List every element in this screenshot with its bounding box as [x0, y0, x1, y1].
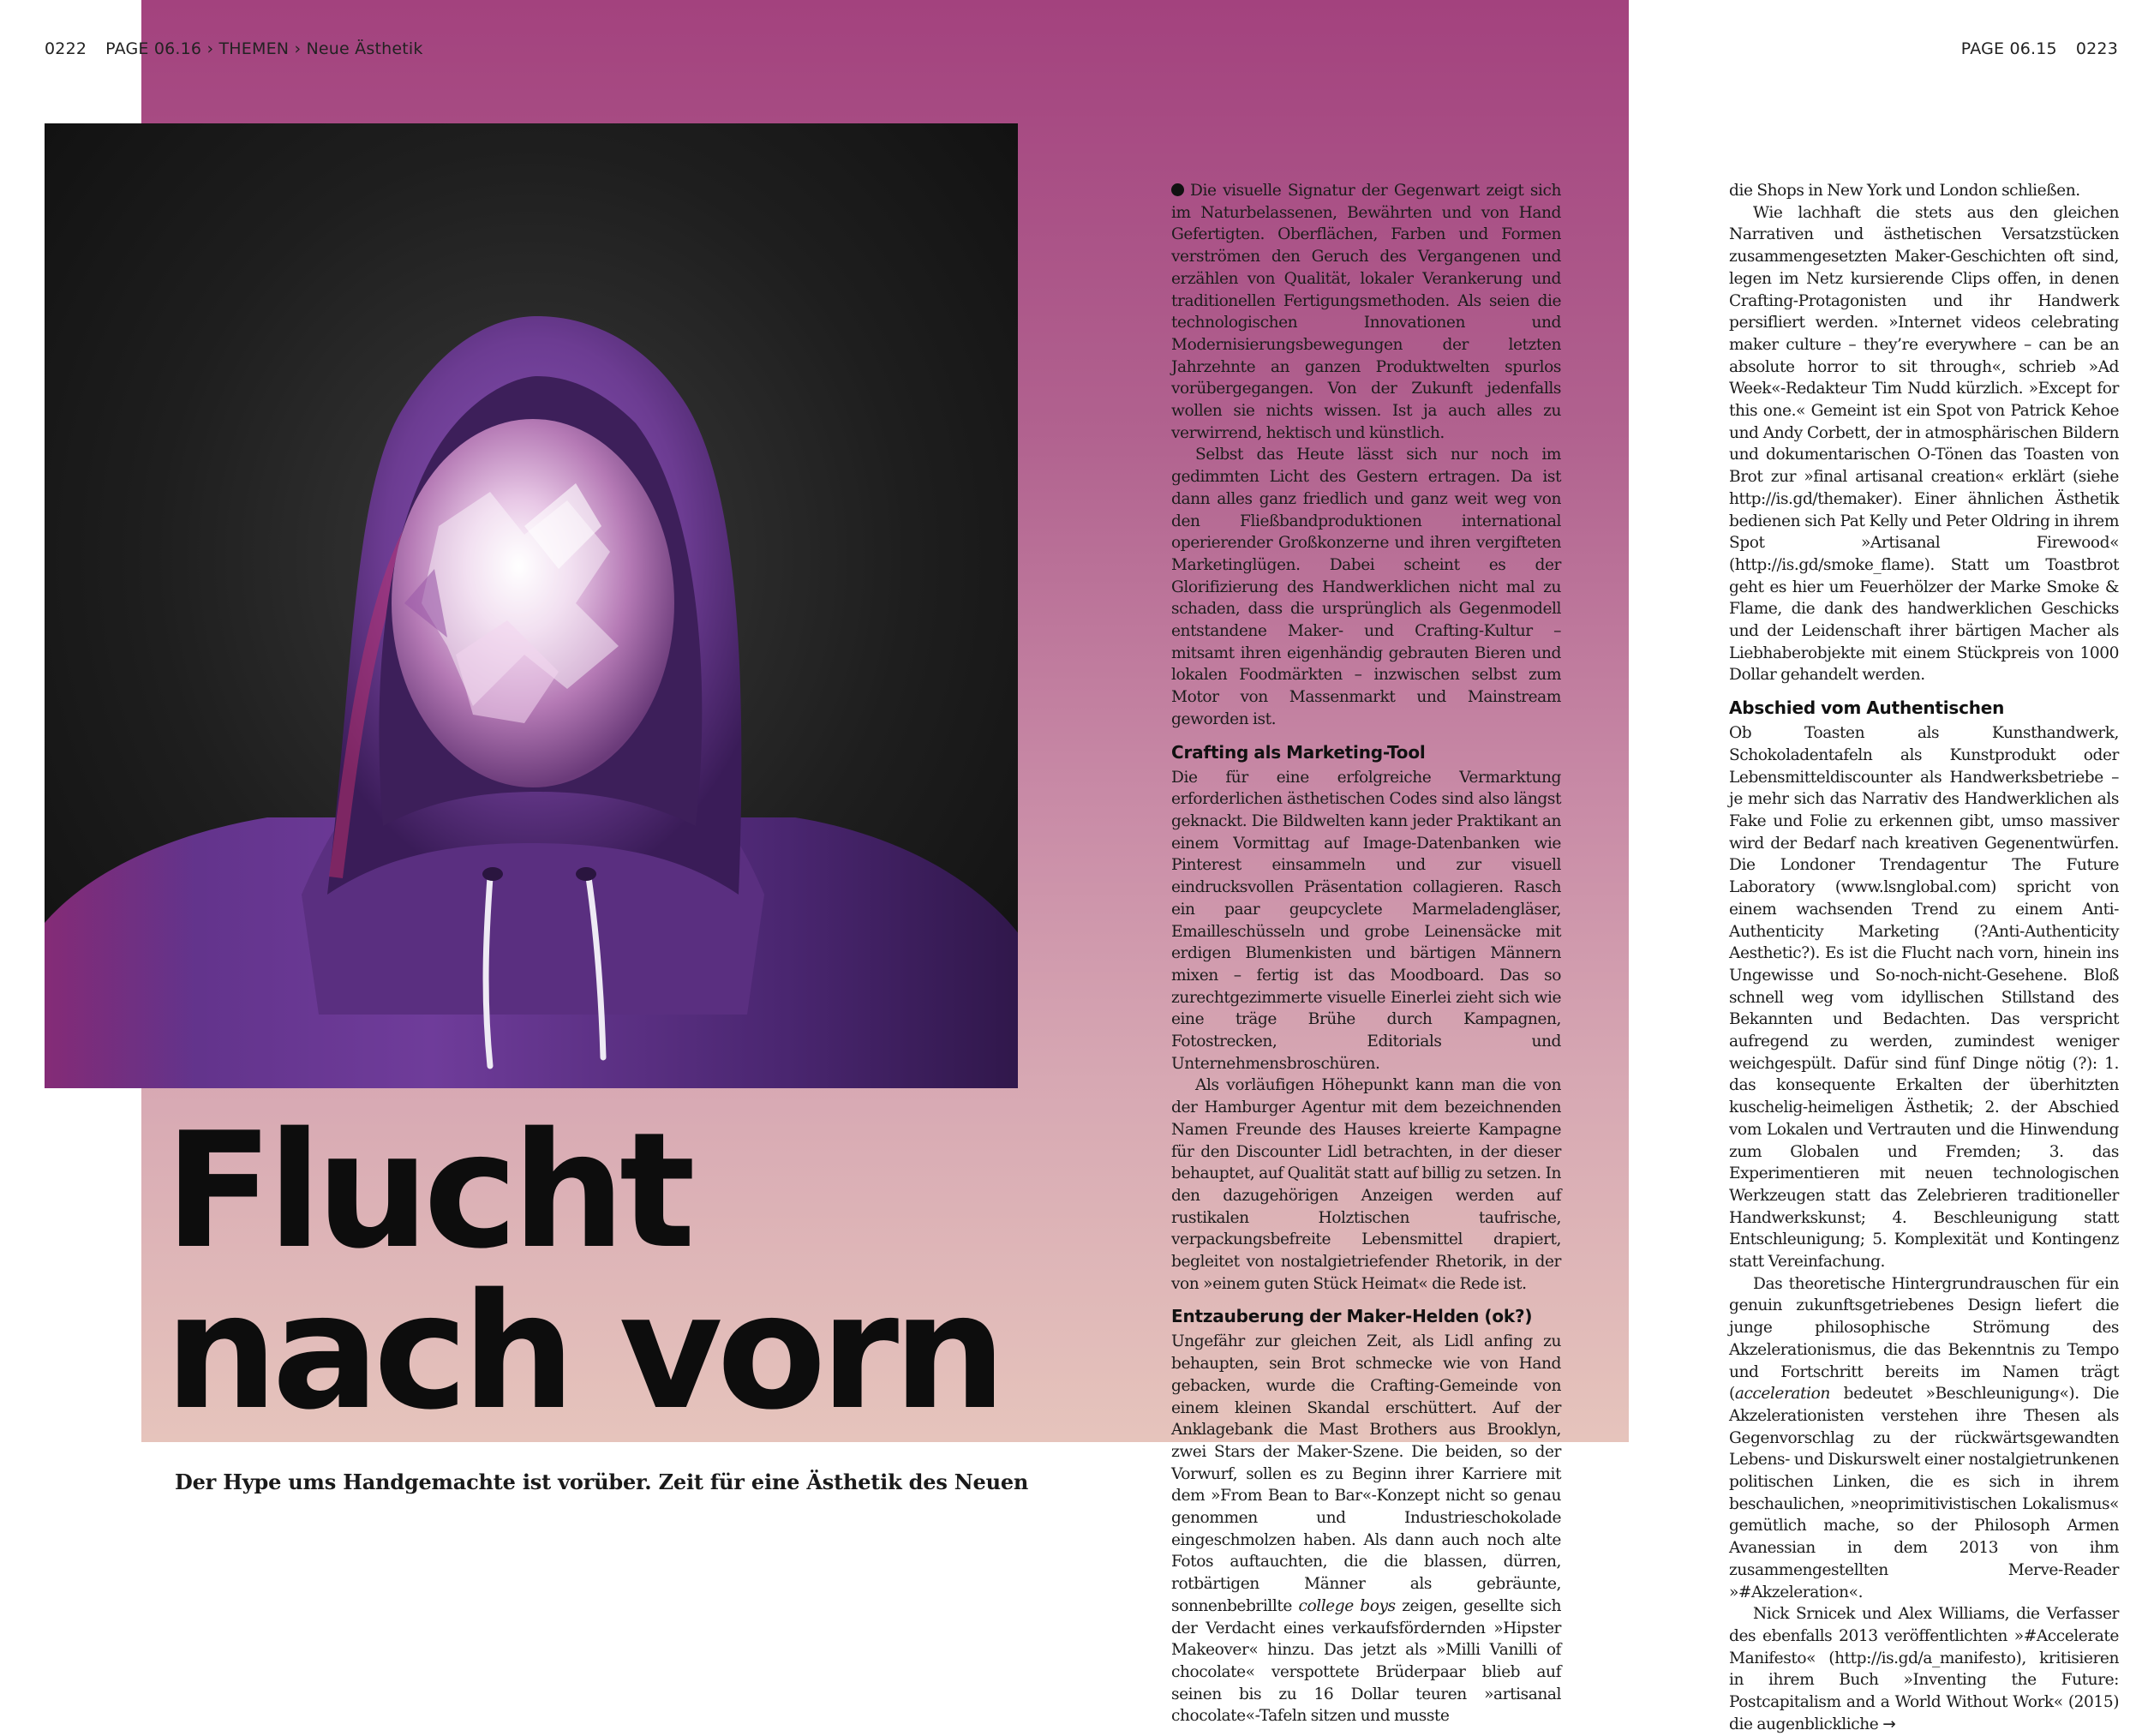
page-number-right: 0223	[2075, 39, 2118, 58]
paragraph: die Shops in New York und London schließen.	[1729, 182, 2080, 200]
article-headline	[165, 1098, 1001, 1445]
paragraph-intro	[1171, 180, 1561, 444]
text-column-2	[1729, 180, 2119, 1736]
paragraph: Die für eine erfolgreiche Vermarktung erforderlichen ästhetischen Codes sind also längst geknackt. Die Bildwelten kann jeder Praktikant an einem Vormittag auf Image-Datenbanken wie Pinterest einsammeln und zur visuell eindrucksvollen Präsentation collagieren. Rasch ein paar geupcyclete Marmeladengläser, Emailleschüsseln und grobe Leinensäcke mit erdigen Blumenkisten und bärtigen Männern mixen – fertig ist das Moodboard. Das so zurechtgezimmerte visuelle Einerlei zieht sich wie eine träge Brühe durch Kampagnen, Fotostrecken, Editorials und Unternehmensbroschüren.	[1171, 768, 1561, 1073]
paragraph: Selbst das Heute lässt sich nur noch im gedimmten Licht des Gestern ertragen. Da ist dann alles ganz friedlich und ganz weit weg von den Fließbandproduktionen international operierender Großkonzerne und ihren vergifteten Marketinglügen. Dabei scheint es der Glorifizierung des Handwerklichen nicht mal zu schaden, dass die ursprünglich als Gegenmodell entstandene Maker- und Crafting-Kultur – mitsamt ihren eigenhändig gebrauten Bieren und lokalen Foodmärkten – inzwischen selbst zum Motor von Massenmarkt und Mainstream geworden ist.	[1171, 446, 1561, 728]
section-breadcrumb-left: PAGE 06.16 › THEMEN › Neue Ästhetik	[105, 39, 423, 58]
folio-right	[1961, 39, 2118, 58]
headline-line-2: nach vorn	[165, 1259, 1001, 1445]
section-heading-entzauberung: Entzauberung der Maker-Helden (ok?)	[1171, 1306, 1533, 1327]
paragraph: Wie lachhaft die stets aus den gleichen Narrativen und ästhetischen Versatzstücken zusammengesetzten Maker-Geschichten oft sind, legen im Netz kursierende Clips offen, in denen Crafting-Protagonisten und ihr Handwerk persifliert werden. »Internet videos celebrating maker culture – they’re everywhere – can be an absolute horror to sit through«, schrieb »Ad Week«-Redakteur Tim Nudd kürzlich. »Except for this one.« Gemeint ist ein Spot von Patrick Kehoe und Andy Corbett, der in atmosphärischen Bildern und dokumentarischen O-Tönen das Toasten von Brot zur »final artisanal creation« erklärt (siehe http://is.gd/themaker). Einer ähnlichen Ästhetik bedienen sich Pat Kelly und Peter Oldring in ihrem Spot »Artisanal Firewood« (http://is.gd/smoke_flame). Statt um Toastbrot geht es hier um Feuerhölzer der Marke Smoke & Flame, die dank des handwerklichen Geschicks und der Leidenschaft ihrer bärtigen Macher als Liebhaberobjekte mit einem Stückpreis von 1000 Dollar gehandelt werden.	[1729, 203, 2119, 685]
paragraph-text: zeigen, gesellte sich der Verdacht eines verkaufsfördernden »Hipster Makeover« hinzu. Das jetzt als »Milli Vanilli of chocolate« verspottete Brüderpaar blieb auf seinen bis zu 16 Dollar teuren »artisanal chocolate«-Tafeln sitzen und musste	[1171, 1596, 1561, 1726]
section-heading-abschied: Abschied vom Authentischen	[1729, 697, 2005, 719]
continue-arrow-icon: →	[1882, 1715, 1896, 1733]
paragraph	[1729, 1603, 2119, 1735]
article-subheadline: Der Hype ums Handgemachte ist vorüber. Zeit für eine Ästhetik des Neuen	[175, 1470, 1029, 1494]
section-label-right: PAGE 06.15	[1960, 39, 2057, 58]
text-column-1	[1171, 180, 1561, 1727]
paragraph-text: bedeutet »Beschleunigung«). Die Akzelerationisten verstehen ihre Thesen als Gegenvorschlag zu der rückwärtsgewandten Lebens- und Diskurswelt einer nostalgietrunkenen politischen Linken, die es sich in ihrem beschaulichen, »neoprimitivistischen Lokalismus« gemütlich mache, so der Philosoph Armen Avanessian in dem 2013 von ihm zusammengestellten Merve-Reader »#Akzeleration«.	[1729, 1385, 2119, 1601]
hooded-figure-foil-mask-photo	[45, 123, 1018, 1088]
paragraph-text: Das theoretische Hintergrundrauschen für ein genuin zukunftsgetriebenes Design liefert die junge philosophische Strömung des Akzelerationismus, die das Bekenntnis zu Tempo und Fortschritt bereits im Namen trägt (	[1729, 1274, 2119, 1404]
paragraph	[1171, 1331, 1561, 1727]
paragraph-text: Nick Srnicek und Alex Williams, die Verfasser des ebenfalls 2013 veröffentlichten »#Accelerate Manifesto« (http://is.gd/a_manifesto), kritisieren in ihrem Buch »Inventing the Future: Postcapitalism and a World Without Work« (2015) die augenblickliche	[1729, 1605, 2119, 1733]
hero-photo	[45, 123, 1018, 1088]
paragraph: Ob Toasten als Kunsthandwerk, Schokoladentafeln als Kunstprodukt oder Lebensmitteldiscounter als Handwerksbetriebe – je mehr sich das Narrativ des Handwerklichen als Fake und Folie zu erkennen gibt, umso massiver wird der Bedarf nach kreativen Gegenentwürfen. Die Londoner Trendagentur The Future Laboratory (www.lsnglobal.com) spricht von einem wachsenden Trend zu einem Anti-Authenticity Marketing (?Anti-Authenticity Aesthetic?). Es ist die Flucht nach vorn, hinein ins Ungewisse und So-noch-nicht-Gesehene. Bloß schnell weg vom idyllischen Stillstand des Bekannten und Bedachten. Das verspricht aufregend zu werden, zumindest weniger weichgespült. Dafür sind fünf Dinge nötig (?): 1. das konsequente Erkalten der überhitzten kuschelig-heimeligen Ästhetik; 2. der Abschied vom Lokalen und Vertrauten und die Hinwendung zum Globalen und Fremden; 3. das Experimentieren mit neuen technologischen Werkzeugen statt das Zelebrieren traditioneller Handwerkskunst; 4. Beschleunigung statt Entschleunigung; 5. Komplexität und Kontingenz statt Vereinfachung.	[1729, 724, 2119, 1272]
paragraph-intro-text: Die visuelle Signatur der Gegenwart zeigt sich im Naturbelassenen, Bewährten und von Hand Gefertigten. Oberflächen, Farben und Formen verströmen den Geruch des Vergangenen und erzählen von Qualität, lokaler Verankerung und traditionellen Fertigungsmethoden. Als seien die technologischen Innovationen und Modernisierungsbewegungen der letzten Jahrzehnte an ganzen Produktwelten spurlos vorübergegangen. Von der Zukunft jedenfalls wollen sie nichts wissen. Ist ja auch alles zu verwirrend, hektisch und künstlich.	[1171, 182, 1561, 442]
paragraph	[1729, 1273, 2119, 1604]
paragraph: Als vorläufigen Höhepunkt kann man die von der Hamburger Agentur mit dem bezeichnenden Namen Freunde des Hauses kreierte Kampagne für den Discounter Lidl betrachten, in der dieser behauptet, auf Qualität statt auf billig zu setzen. In den dazugehörigen Anzeigen werden auf rustikalen Holztischen taufrische, verpackungsbefreite Lebensmittel drapiert, begleitet von nostalgietriefender Rhetorik, in der von »einem guten Stück Heimat« die Rede ist.	[1171, 1076, 1561, 1293]
section-heading-crafting: Crafting als Marketing-Tool	[1171, 741, 1426, 763]
folio-left	[45, 39, 423, 58]
emphasis-text: acceleration	[1734, 1385, 1830, 1404]
paragraph-text: Ungefähr zur gleichen Zeit, als Lidl anfing zu behaupten, sein Brot schmecke wie von Hand gebacken, wurde die Crafting-Gemeinde von einem kleinen Skandal erschüttert. Auf der Anklagebank die Mast Brothers aus Brooklyn, zwei Stars der Maker-Szene. Die beiden, so der Vorwurf, sollen es zu Beginn ihrer Karriere mit dem »From Bean to Bar«-Konzept nicht so genau genommen und Industrieschokolade eingeschmolzen haben. Als dann auch noch alte Fotos auftauchten, die die blassen, dürren, rotbärtigen Männer als gebräunte, sonnenbebrillte	[1171, 1332, 1561, 1615]
emphasis-text: college boys	[1298, 1596, 1396, 1615]
bullet-dot-icon	[1171, 183, 1184, 196]
page-number-left: 0222	[45, 39, 87, 58]
headline-line-1: Flucht	[165, 1098, 690, 1284]
